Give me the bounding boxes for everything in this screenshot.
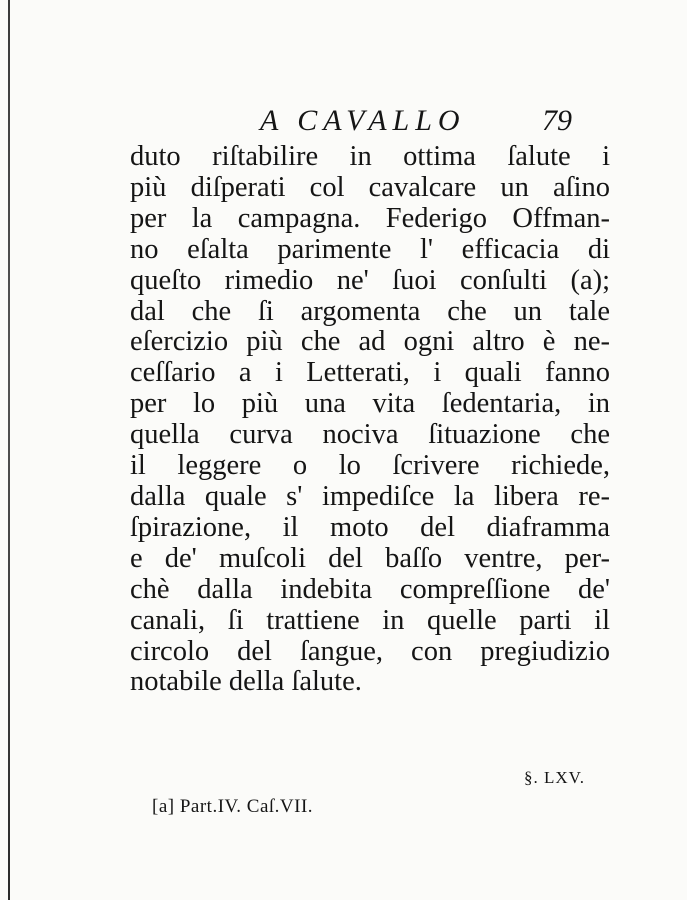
text-line: per la campagna. Federigo Offman- [130, 202, 610, 234]
catchword: §. LXV. [524, 768, 585, 787]
body-text [130, 142, 610, 698]
text-line: quella curva nociva ſituazione che [130, 419, 610, 451]
text-line: dalla quale s' impediſce la libera re- [130, 480, 610, 512]
text-line: queſto rimedio ne' ſuoi conſulti (a); [130, 264, 610, 296]
text-line: duto riſtabilire in ottima ſalute i [130, 141, 610, 172]
text-line: notabile della ſalute. [130, 666, 362, 698]
text-line: il leggere o lo ſcrivere richiede, [130, 450, 610, 482]
text-line: canali, ſi trattiene in quelle parti il [130, 604, 610, 636]
page-number: 79 [542, 104, 572, 137]
text-line: dal che ſi argomenta che un tale [130, 295, 610, 327]
running-head [130, 104, 610, 144]
text-line: ceſſario a i Letterati, i quali fanno [130, 357, 610, 389]
footnote: [a] Part.IV. Caſ.VII. [152, 796, 314, 817]
text-line: no eſalta parimente l' efficacia di [130, 233, 610, 265]
text-line: chè dalla indebita compreſſione de' [130, 573, 610, 605]
text-line: circolo del ſangue, con pregiudizio [130, 635, 610, 667]
text-line: per lo più una vita ſedentaria, in [130, 388, 610, 420]
running-title: A CAVALLO [260, 104, 466, 137]
text-line: eſercizio più che ad ogni altro è ne- [130, 326, 610, 358]
page-edge [8, 0, 10, 900]
text-line: ſpirazione, il moto del diaframma [130, 511, 610, 543]
text-line: e de' muſcoli del baſſo ventre, per- [130, 542, 610, 574]
text-line: più diſperati col cavalcare un aſino [130, 171, 610, 203]
